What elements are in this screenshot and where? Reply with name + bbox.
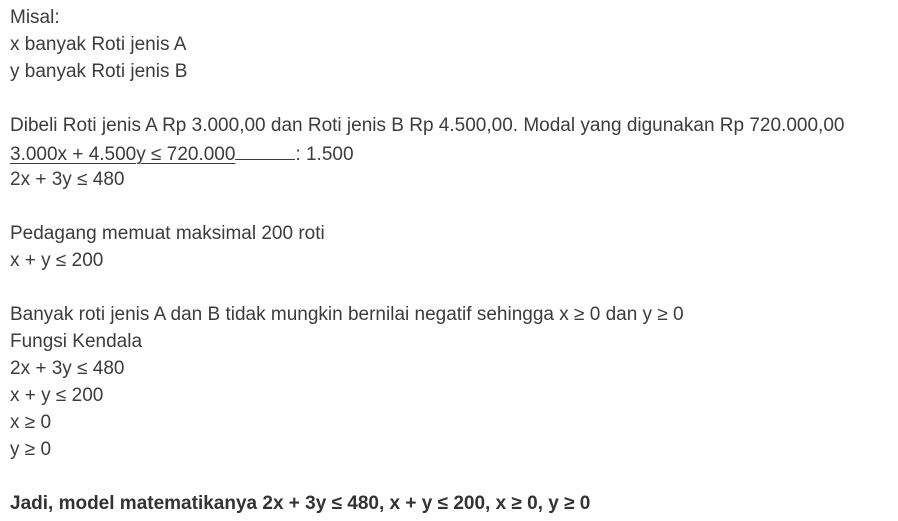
kendala-item: x ≥ 0 <box>10 412 52 433</box>
equation-lhs: 3.000x + 4.500y <box>10 144 146 165</box>
spacer <box>10 195 894 222</box>
x-definition: x banyak Roti jenis A <box>10 34 187 55</box>
modal-equation <box>10 141 894 168</box>
kendala-item: y ≥ 0 <box>10 439 52 460</box>
misal-heading: Misal: <box>10 7 60 28</box>
kendala-item: x + y ≤ 200 <box>10 385 104 406</box>
nonneg-statement: Banyak roti jenis A dan B tidak mungkin bernilai negatif sehingga x ≥ 0 dan y ≥ 0 <box>10 304 684 325</box>
equation-divisor: : 1.500 <box>295 144 354 165</box>
kapasitas-statement: Pedagang memuat maksimal 200 roti <box>10 223 325 244</box>
kendala-item: 2x + 3y ≤ 480 <box>10 358 125 379</box>
equation-rhs: 720.000 <box>166 144 236 165</box>
modal-statement: Dibeli Roti jenis A Rp 3.000,00 dan Roti jenis B Rp 4.500,00. Modal yang digunakan Rp 720.000,00 <box>10 115 845 136</box>
modal-simplified: 2x + 3y ≤ 480 <box>10 169 125 190</box>
spacer <box>10 465 894 492</box>
solution-document <box>10 6 894 519</box>
conclusion: Jadi, model matematikanya 2x + 3y ≤ 480, x + y ≤ 200, x ≥ 0, y ≥ 0 <box>10 493 591 514</box>
equation-op: ≤ <box>145 144 167 165</box>
spacer <box>10 276 894 303</box>
spacer <box>10 87 894 114</box>
kapasitas-inequality: x + y ≤ 200 <box>10 250 104 271</box>
underline-fill <box>235 141 295 160</box>
kendala-heading: Fungsi Kendala <box>10 331 143 352</box>
y-definition: y banyak Roti jenis B <box>10 61 188 82</box>
